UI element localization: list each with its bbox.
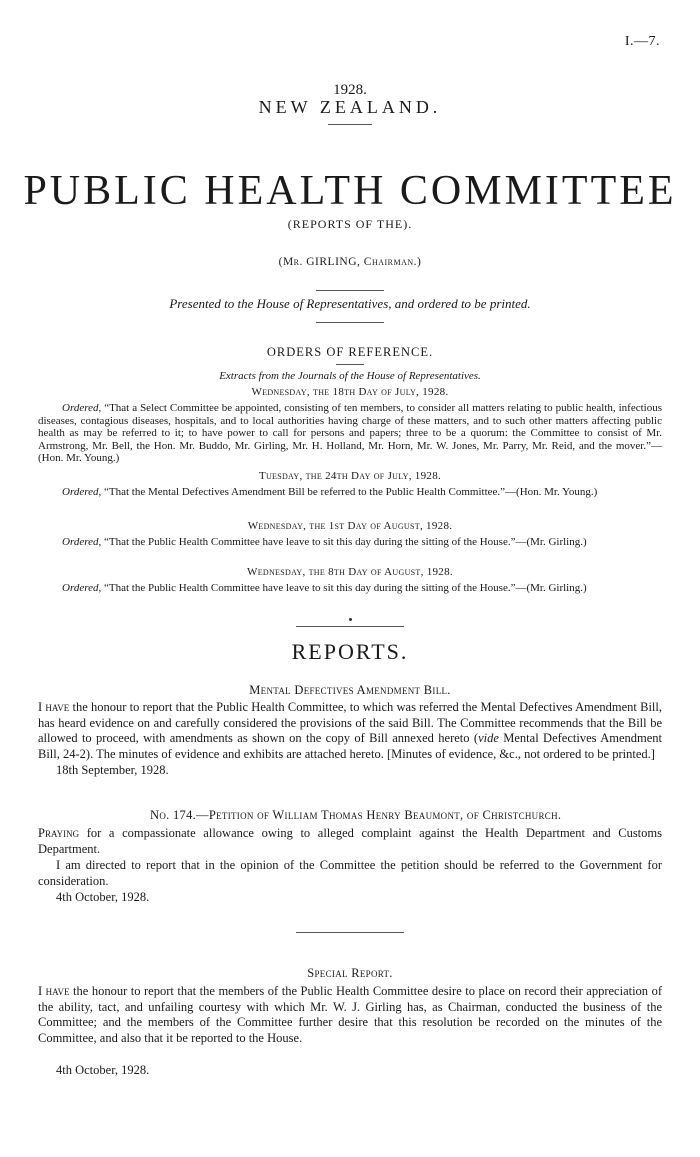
- order-text: Ordered, “That the Public Health Committee have leave to sit this day during the sitting of the House.”—(Mr. Girling.): [62, 582, 587, 594]
- page-reference: I.—7.: [624, 34, 660, 49]
- order-date: Wednesday, the 18th Day of July, 1928.: [251, 386, 449, 398]
- divider: [328, 124, 372, 125]
- report-heading: Mental Defectives Amendment Bill.: [249, 683, 451, 697]
- extracts-line: Extracts from the Journals of the House of Representatives.: [219, 370, 481, 382]
- special-report-date: 4th October, 1928.: [56, 1063, 150, 1077]
- petition-praying: Praying for a compassionate allowance owing to alleged complaint against the Health Department and Customs Department.: [38, 826, 662, 856]
- orders-heading: ORDERS OF REFERENCE.: [266, 345, 434, 359]
- divider: [336, 364, 364, 365]
- chairman-line: (Mr. GIRLING, Chairman.): [278, 256, 422, 268]
- reports-heading: REPORTS.: [291, 639, 409, 664]
- order-date: Wednesday, the 1st Day of August, 1928.: [247, 520, 453, 532]
- page-title: PUBLIC HEALTH COMMITTEE: [23, 168, 677, 214]
- petition-heading: No. 174.—Petition of William Thomas Henry Beaumont, of Christchurch.: [150, 808, 562, 822]
- divider: [316, 290, 384, 291]
- petition-report: I am directed to report that in the opinion of the Committee the petition should be referred to the Government for consideration.: [38, 858, 662, 888]
- divider: [296, 932, 404, 933]
- ornament-dot: [349, 618, 352, 621]
- order-date: Wednesday, the 8th Day of August, 1928.: [247, 566, 453, 578]
- report-body: I have the honour to report that the Public Health Committee, to which was referred the Mental Defectives Amendment Bill, has heard evidence on and carefully considered the provisions of the said Bill. The Committee recommends that the Bill be allowed to proceed, with amendments as shown on the copy of Bill annexed hereto (vide Mental Defectives Amendment Bill, 24-2). The minutes of evidence and exhibits are attached hereto. [Minutes of evidence, &c., not ordered to be printed.]: [38, 700, 662, 761]
- page-subtitle: (REPORTS OF THE).: [287, 217, 413, 231]
- report-date: 18th September, 1928.: [56, 763, 169, 777]
- special-report-body: I have the honour to report that the members of the Public Health Committee desire to place on record their appreciation of the ability, tact, and unfailing courtesy with which Mr. W. J. Girling has, as Chairman, conducted the business of the Committee; and the members of the Committee further desire that this resolution be recorded on the minutes of the Committee, and also that it be reported to the House.: [38, 984, 662, 1045]
- special-report-heading: Special Report.: [307, 966, 393, 980]
- petition-date: 4th October, 1928.: [56, 890, 150, 904]
- divider: [316, 322, 384, 323]
- year: 1928.: [333, 82, 367, 98]
- order-text: Ordered, “That the Public Health Committee have leave to sit this day during the sitting of the House.”—(Mr. Girling.): [62, 536, 587, 548]
- order-text: Ordered, “That a Select Committee be appointed, consisting of ten members, to consider all matters relating to public health, infectious diseases, contagious diseases, hospitals, and to local authorities having charge of these matters, and to such other matters affecting public health as may be referred to it; to have power to call for persons and papers; three to be a quorum: the Committee to consist of Mr. Armstrong, Mr. Bell, the Hon. Mr. Buddo, Mr. Girling, Mr. H. Holland, Mr. Horn, Mr. W. Jones, Mr. Parry, Mr. Reid, and the mover.”—(Hon. Mr. Young.): [38, 402, 663, 464]
- divider: [296, 626, 404, 627]
- presented-line: Presented to the House of Representatives, and ordered to be printed.: [169, 296, 531, 311]
- order-text: Ordered, “That the Mental Defectives Amendment Bill be referred to the Public Health Committee.”—(Hon. Mr. Young.): [62, 486, 598, 498]
- order-date: Tuesday, the 24th Day of July, 1928.: [258, 470, 442, 482]
- country: NEW ZEALAND.: [258, 97, 442, 117]
